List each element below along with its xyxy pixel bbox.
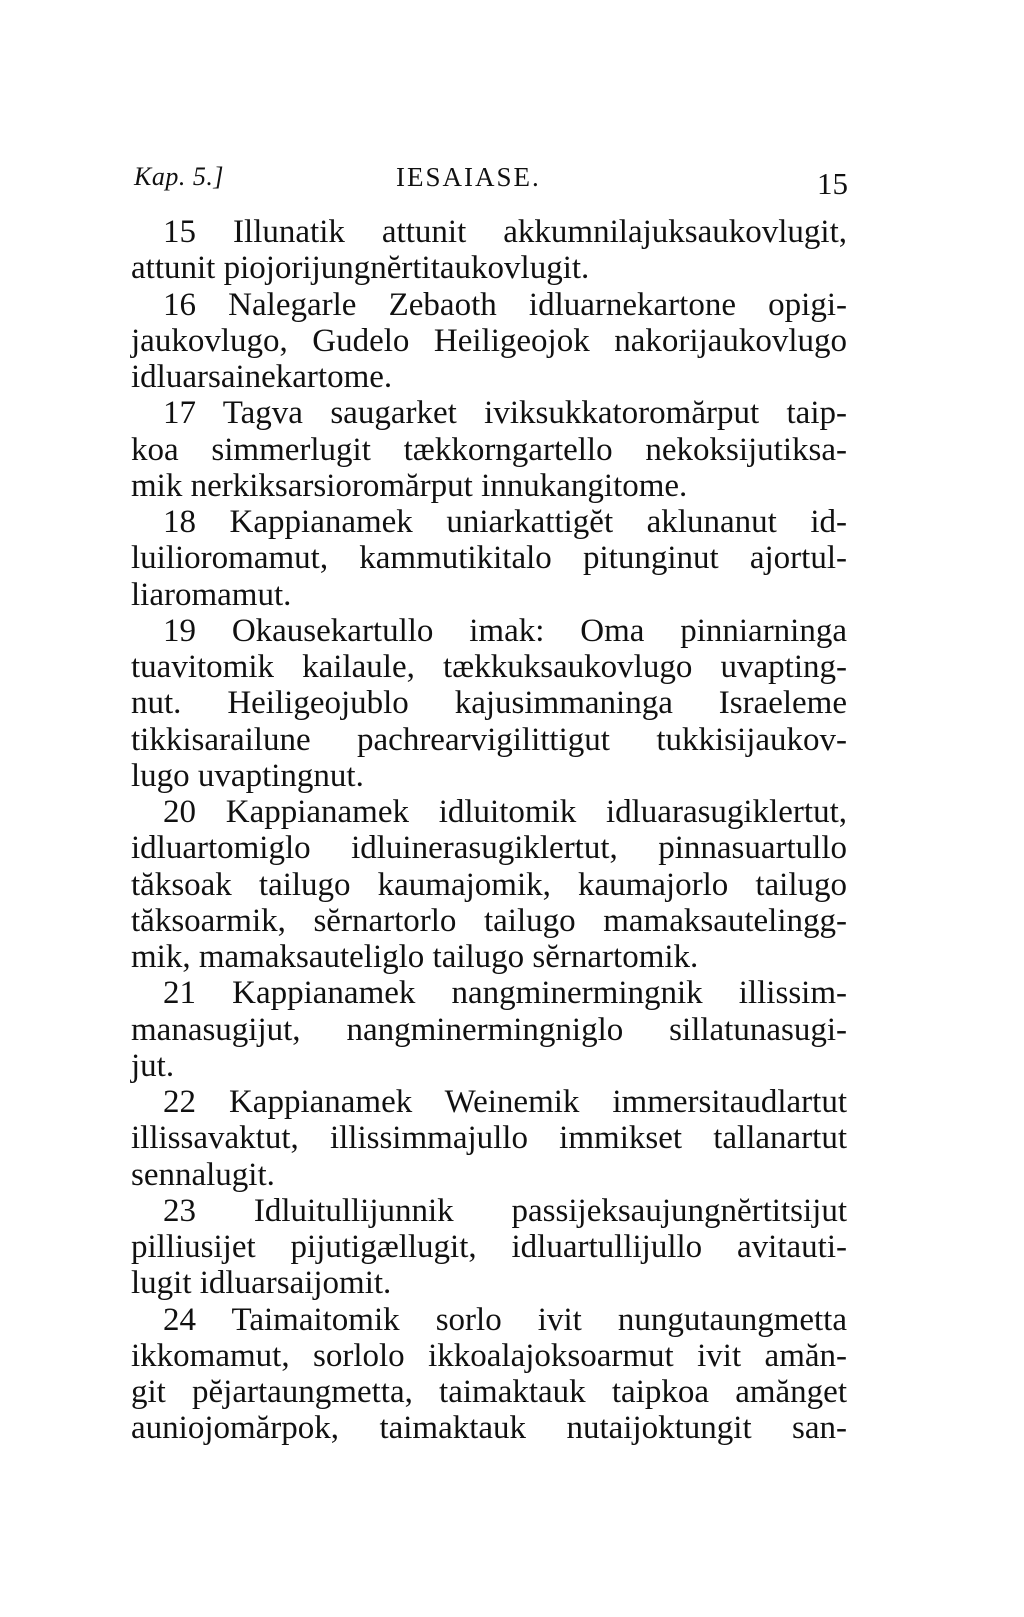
text-line: idluarsainekartome. [131,359,393,395]
text-line: liaromamut. [131,576,292,613]
text-line: git pĕjartaungmetta, taimaktauk taipkoa amănget [131,1374,847,1410]
text-line: mik nerkiksarsioromărput innukangitome. [131,467,688,504]
text-line: 15 Illunatik attunit akkumnilajuksaukovlugit, [163,214,847,250]
text-line: ikkomamut, sorlolo ikkoalajoksoarmut ivit amăn- [131,1337,847,1374]
text-line: idluartomiglo idluinerasugiklertut, pinnasuartullo [131,830,847,867]
page-header [134,162,848,202]
text-line: lugit idluarsaijomit. [131,1265,392,1302]
text-line: lugo uvaptingnut. [131,757,364,794]
text-line: 24 Taimaitomik sorlo ivit nungutaungmetta [163,1301,847,1338]
text-line: 19 Okausekartullo imak: Oma pinniarninga [163,612,847,649]
text-line: luilioromamut, kammutikitalo pitunginut ajortul- [131,540,847,577]
text-line: sennalugit. [131,1156,275,1193]
text-line: tăksoak tailugo kaumajomik, kaumajorlo tailugo [131,866,847,903]
text-line: jut. [131,1047,175,1084]
text-line: 18 Kappianamek uniarkattigĕt aklunanut id- [163,504,847,540]
text-line: jaukovlugo, Gudelo Heiligeojok nakorijaukovlugo [131,322,847,359]
text-line: tuavitomik kailaule, tækkuksaukovlugo uvapting- [131,649,847,685]
text-line: manasugijut, nangminermingniglo sillatunasugi- [131,1011,847,1048]
text-line: tăksoarmik, sĕrnartorlo tailugo mamaksautelingg- [131,902,847,939]
text-line: mik, mamaksauteliglo tailugo sĕrnartomik. [131,939,699,975]
page-number: 15 [817,166,848,201]
chapter-reference: Kap. 5.] [134,162,224,191]
text-line: 21 Kappianamek nangminermingnik illissim- [163,975,847,1012]
text-line: 20 Kappianamek idluitomik idluarasugiklertut, [163,794,847,830]
running-title: IESAIASE. [396,162,541,192]
text-line: 23 Idluitullijunnik passijeksaujungnĕrtitsijut [163,1192,847,1229]
text-line: auniojomărpok, taimaktauk nutaijoktungit san- [131,1410,847,1447]
text-line: nut. Heiligeojublo kajusimmaninga Israeleme [131,685,847,722]
body-text [131,214,847,1447]
text-line: tikkisarailune pachrearvigilittigut tukkisijaukov- [131,721,847,758]
text-line: pilliusijet pijutigællugit, idluartullijullo avitauti- [131,1229,847,1265]
text-line: 22 Kappianamek Weinemik immersitaudlartut [163,1084,847,1120]
text-line: 17 Tagva saugarket iviksukkatoromărput taip- [163,395,847,432]
text-line: koa simmerlugit tækkorngartello nekoksijutiksa- [131,431,847,468]
text-line: 16 Nalegarle Zebaoth idluarnekartone opigi- [163,286,847,323]
text-line: attunit piojorijungnĕrtitaukovlugit. [131,250,590,287]
text-line: illissavaktut, illissimmajullo immikset tallanartut [131,1120,847,1157]
